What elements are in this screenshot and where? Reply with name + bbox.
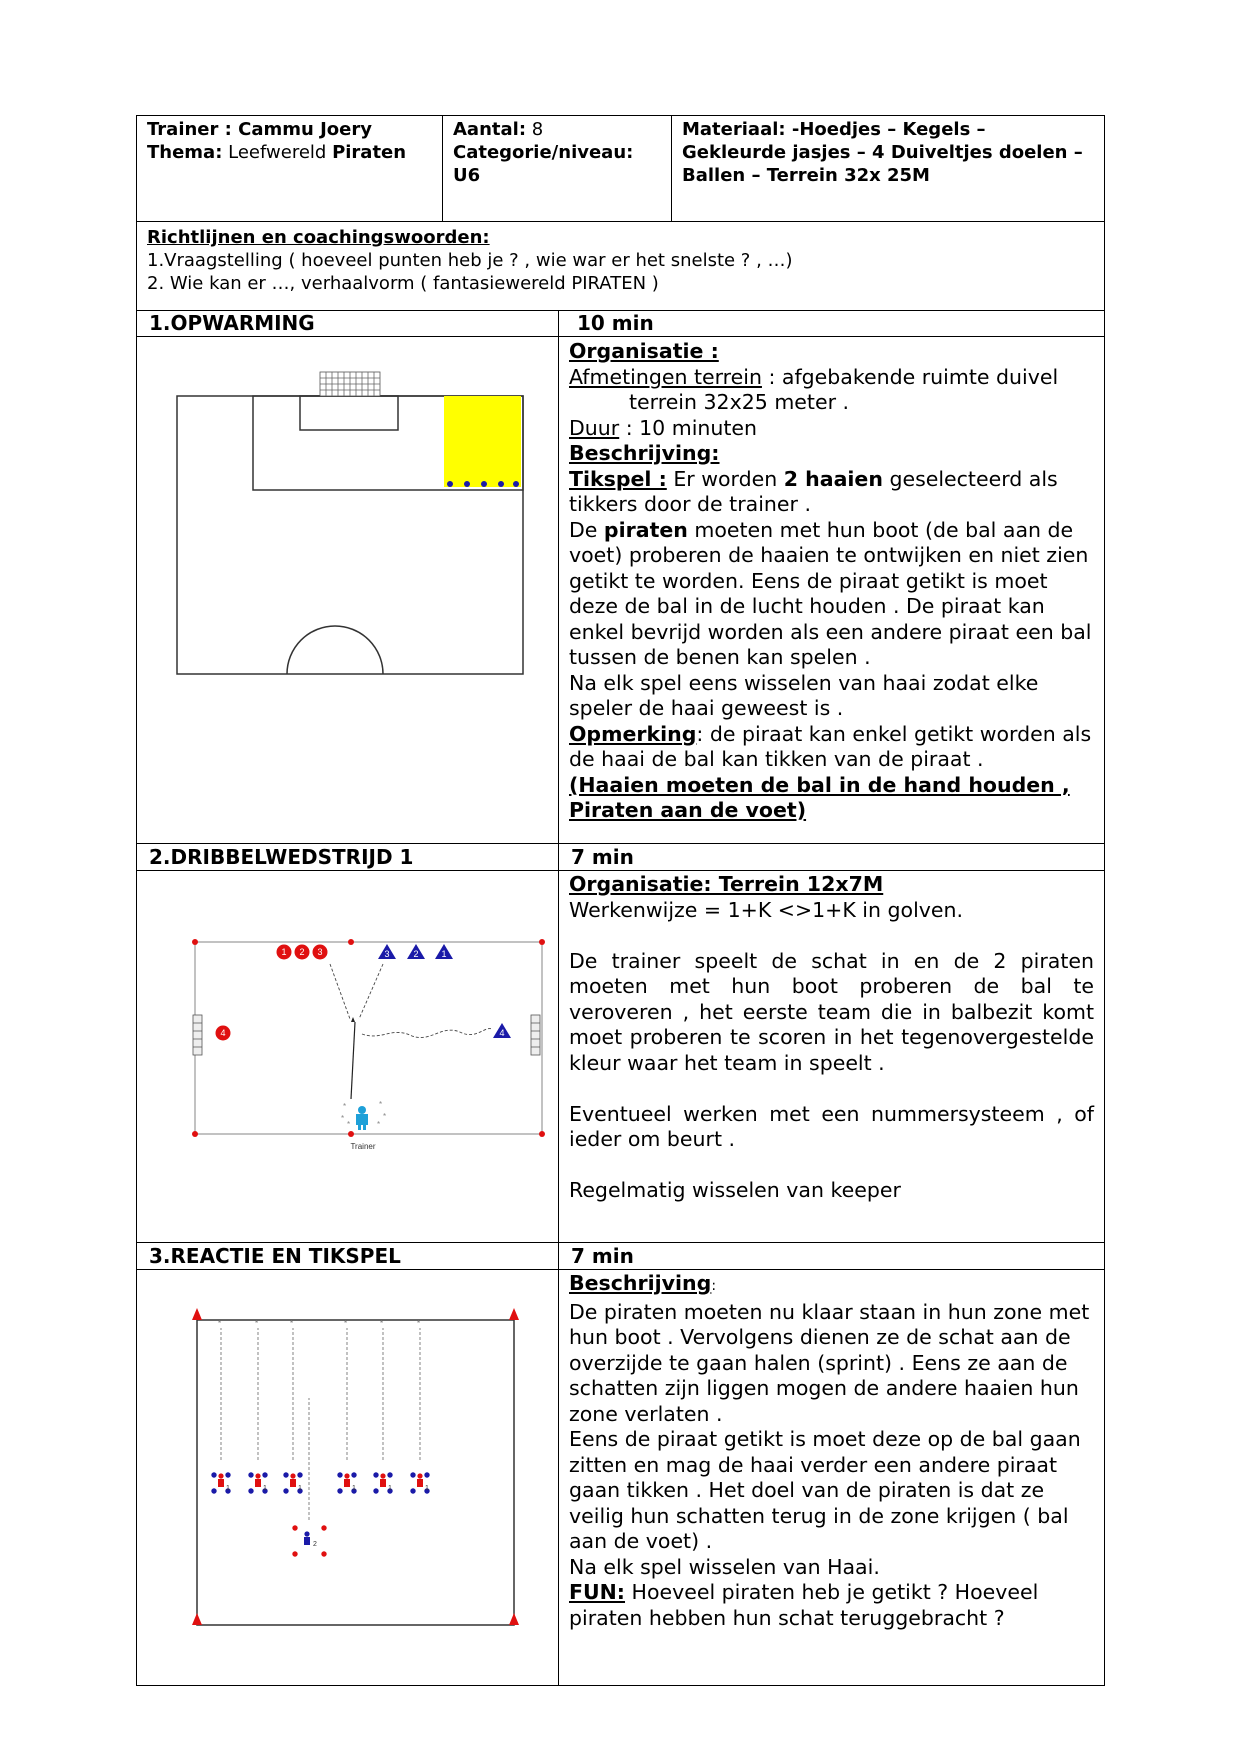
goal-net-icon [320, 372, 380, 396]
theme-value: Leefwereld [228, 142, 327, 163]
section2-text-cell [558, 870, 1105, 1243]
s1-p1-bold: piraten [603, 517, 688, 542]
red-player-2: 2 [299, 947, 305, 957]
section2-time: 7 min [571, 845, 634, 869]
shark-group [292, 1525, 326, 1556]
player-group [283, 1319, 302, 1494]
svg-text:*: * [347, 1120, 351, 1129]
count-value: 8 [531, 119, 544, 140]
section1-text-cell [558, 336, 1105, 844]
s3-p3: Na elk spel wisselen van Haai. [569, 1554, 880, 1579]
s2-p3: Regelmatig wisselen van keeper [569, 1178, 901, 1202]
blue-player-2: 2 [413, 949, 419, 959]
red-player-3: 3 [317, 947, 323, 957]
guidelines-cell [136, 221, 1105, 311]
s2-org-title: Organisatie: Terrein 12x7M [569, 872, 884, 896]
reaction-field-diagram [137, 1270, 558, 1685]
svg-text:*: * [341, 1114, 345, 1123]
player-group [410, 1319, 429, 1494]
left-goal-icon [193, 1015, 202, 1055]
count-label: Aantal: [453, 119, 527, 140]
section3-diagram-cell [136, 1269, 559, 1686]
section2-diagram-cell [136, 870, 559, 1243]
section3-title: 3.REACTIE EN TIKSPEL [149, 1244, 401, 1268]
trainer-cell [136, 115, 443, 222]
player-number: 1 [425, 1485, 429, 1492]
yellow-zone [444, 396, 521, 487]
blue-player-3: 3 [384, 949, 390, 959]
section3-time: 7 min [571, 1244, 634, 1268]
player-number: 1 [226, 1485, 230, 1492]
section3-title-cell [136, 1242, 559, 1270]
s1-rem-text: : de piraat kan enkel getikt worden als de haai de bal kan tikken van de piraat . [569, 721, 1092, 771]
s1-dur-label: Duur [569, 415, 620, 440]
svg-text:*: * [218, 1319, 222, 1328]
guidelines-title: Richtlijnen en coachingswoorden: [147, 227, 490, 248]
svg-text:*: * [343, 1102, 347, 1111]
s3-desc-colon: : [711, 1278, 717, 1294]
svg-text:*: * [344, 1319, 348, 1328]
material-cell [671, 115, 1105, 222]
section1-title-cell [136, 310, 559, 337]
player-group [373, 1319, 392, 1494]
trainer-label: Trainer [350, 1142, 376, 1151]
theme-bold: Piraten [332, 142, 407, 163]
blue-player-1: 1 [441, 949, 447, 959]
player-group [337, 1319, 356, 1494]
s1-org-title: Organisatie : [569, 339, 719, 363]
trainer-label: Trainer : Cammu Joery [147, 119, 372, 140]
section1-diagram-cell [136, 336, 559, 844]
warmup-field-diagram [137, 337, 558, 843]
svg-text:*: * [383, 1112, 387, 1121]
s1-tik-text-a: Er worden [666, 466, 784, 491]
guidelines-line2: 2. Wie kan er …, verhaalvorm ( fantasiewereld PIRATEN ) [147, 273, 659, 294]
s1-dur-text: : 10 minuten [619, 415, 758, 440]
dribble-field-diagram [137, 871, 558, 1242]
section1-title: 1.OPWARMING [149, 311, 315, 335]
player-number: 1 [388, 1485, 392, 1492]
section2-title-cell [136, 843, 559, 871]
s3-p1: De piraten moeten nu klaar staan in hun zone met hun boot . Vervolgens dienen ze de schat aan de overzijde te gaan halen (sprint) . Eens ze aan de schatten zijn liggen mogen de andere haaien hun zone verlaten . [569, 1299, 1090, 1426]
s1-rem-bold: (Haaien moeten de bal in de hand houden , Piraten aan de voet) [569, 772, 1070, 822]
svg-text:*: * [377, 1120, 381, 1129]
count-cell [442, 115, 672, 222]
material-text: Materiaal: -Hoedjes – Kegels – Gekleurde jasjes – 4 Duiveltjes doelen – Ballen – Terrein 32x 25M [682, 119, 1083, 186]
s1-rem-label: Opmerking [569, 721, 697, 746]
section3-time-cell [558, 1242, 1105, 1270]
s3-desc-title: Beschrijving [569, 1271, 712, 1295]
svg-text:*: * [290, 1319, 294, 1328]
s1-p1-a: De [569, 517, 604, 542]
s3-p2: Eens de piraat getikt is moet deze op de bal gaan zitten en mag de haai verder een andere piraat gaan tikken . Het doel van de piraten is dat ze veilig hun schatten terug in de zone krijgen ( bal aan de voet) . [569, 1427, 1081, 1553]
red-player-1: 1 [281, 947, 287, 957]
red-keeper: 4 [220, 1028, 226, 1038]
shark-number: 2 [313, 1541, 317, 1548]
s2-method: Werkenwijze = 1+K <>1+K in golven. [569, 897, 964, 922]
category-label: Categorie/niveau: [453, 142, 634, 163]
section2-title: 2.DRIBBELWEDSTRIJD 1 [149, 845, 414, 869]
s1-dim-text: : afgebakende ruimte duivel [761, 364, 1059, 389]
guidelines-line1: 1.Vraagstelling ( hoeveel punten heb je ? , wie war er het snelste ? , …) [147, 250, 793, 271]
right-goal-icon [531, 1015, 540, 1055]
player-number: 1 [263, 1485, 267, 1492]
s2-p2: Eventueel werken met een nummersysteem , of ieder om beurt . [569, 1101, 1094, 1151]
blue-keeper: 4 [499, 1028, 505, 1038]
section1-time-cell [558, 310, 1105, 337]
s1-dim-label: Afmetingen terrein [569, 364, 762, 389]
s1-tik-label: Tikspel : [569, 466, 667, 491]
s1-dim-text2: terrein 32x25 meter . [629, 390, 850, 414]
s2-p1: De trainer speelt de schat in en de 2 piraten moeten met hun boot proberen de bal te veroveren , het eerste team die in balbezit komt moet proberen te scoren in het tegenovergestelde kleur waar het team in speelt . [569, 948, 1094, 1075]
trainer-figure [356, 1106, 368, 1130]
player-group [248, 1319, 267, 1494]
s1-tik-text-b: geselecteerd als tikkers door de trainer . [569, 466, 1058, 516]
player-number: 1 [298, 1485, 302, 1492]
s1-tik-bold: 2 haaien [783, 466, 883, 491]
s1-desc-title: Beschrijving: [569, 441, 720, 465]
s3-fun-text: Hoeveel piraten heb je getikt ? Hoeveel piraten hebben hun schat teruggebracht ? [569, 1580, 1039, 1630]
svg-text:*: * [417, 1319, 421, 1328]
s1-p1-b: moeten met hun boot (de bal aan de voet) proberen de haaien te ontwijken en niet zien getikt te worden. Eens de piraat getikt is moet deze de bal in de lucht houden . De piraat kan enkel bevrijd worden als een andere piraat een bal tussen de benen kan spelen . [569, 517, 1092, 669]
category-value: U6 [453, 165, 481, 186]
player-group [211, 1319, 230, 1494]
section3-text-cell [558, 1269, 1105, 1686]
corner-cones [192, 1308, 519, 1625]
theme-label: Thema: [147, 142, 223, 163]
section2-time-cell [558, 843, 1105, 871]
player-number: 1 [352, 1485, 356, 1492]
svg-text:*: * [380, 1319, 384, 1328]
svg-text:*: * [379, 1100, 383, 1109]
section1-time: 10 min [577, 311, 654, 335]
s3-fun-label: FUN: [569, 1580, 626, 1604]
s1-p2: Na elk spel eens wisselen van haai zodat elke speler de haai geweest is . [569, 670, 1039, 720]
svg-text:*: * [255, 1319, 259, 1328]
